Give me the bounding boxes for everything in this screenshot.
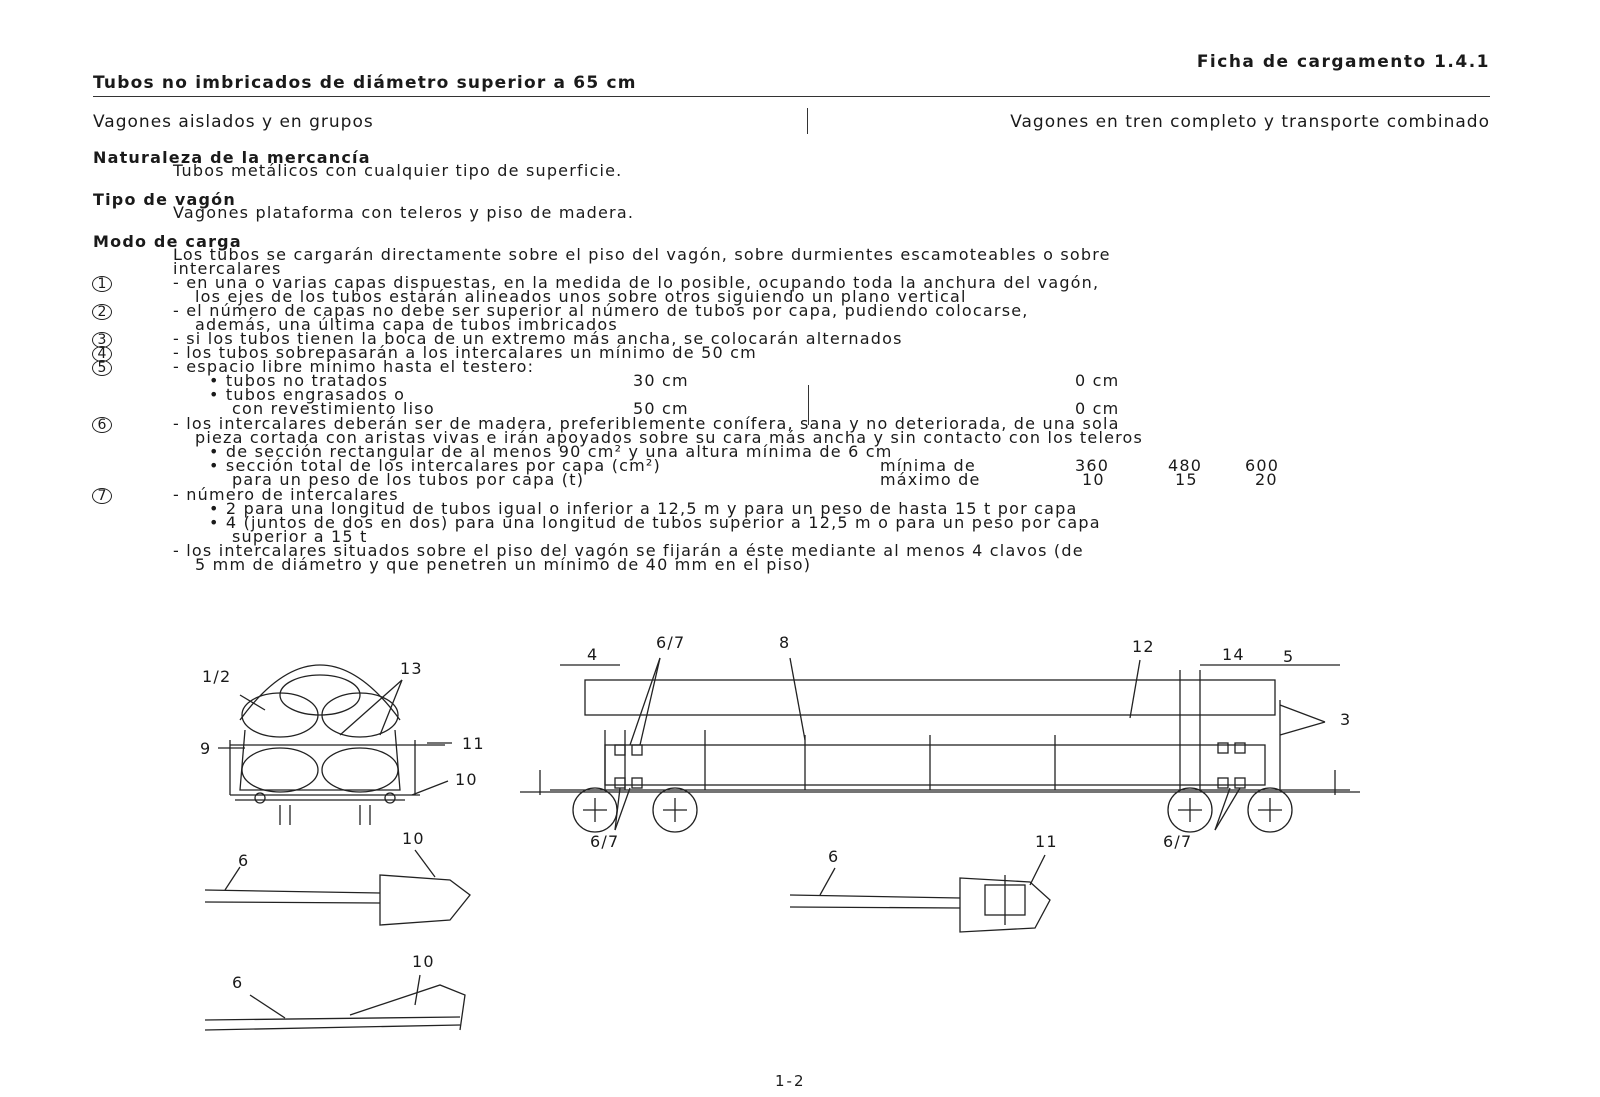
sheet-title: Ficha de cargamento 1.4.1 [1196, 52, 1490, 72]
section-title-modo: Modo de carga [93, 232, 242, 251]
item-6-max-label: máximo de [880, 470, 981, 489]
marker-3: 3 [92, 332, 112, 348]
header-rule [93, 96, 1490, 97]
item-6-min-v1: 360 [1075, 456, 1110, 475]
label-11-detail: 11 [1035, 832, 1058, 851]
label-6-detail-b: 6 [232, 973, 244, 992]
marker-4: 4 [92, 346, 112, 362]
item-6-bullet2: • sección total de los intercalares por capa (cm²) [209, 456, 661, 475]
section-title-tipo: Tipo de vagón [93, 190, 236, 209]
item-4: - los tubos sobrepasarán a los intercalares un mínimo de 50 cm [173, 343, 757, 362]
item-5-row3-right: 0 cm [1075, 399, 1120, 418]
item-7-bullet1: • 2 para una longitud de tubos igual o inferior a 12,5 m y para un peso de hasta 15 t por capa [209, 499, 1078, 518]
label-10-detail-a: 10 [402, 829, 425, 848]
item-5-row1-right: 0 cm [1075, 371, 1120, 390]
item-2-line2: además, una última capa de tubos imbricados [195, 315, 618, 334]
label-6-detail-c: 6 [828, 847, 840, 866]
section-title-naturaleza: Naturaleza de la mercancía [93, 148, 371, 167]
label-10-detail-b: 10 [412, 952, 435, 971]
item-8-line2: 5 mm de diámetro y que penetren un mínimo de 40 mm en el piso) [195, 555, 812, 574]
column-divider [807, 108, 808, 134]
item-2-line1: - el número de capas no debe ser superior al número de tubos por capa, pudiendo colocarse, [173, 301, 1029, 320]
label-6-7-bottom-left: 6/7 [590, 832, 620, 851]
item-5: - espacio libre mínimo hasta el testero: [173, 357, 535, 376]
item-5-row1-label: • tubos no tratados [209, 371, 389, 390]
label-6-detail-a: 6 [238, 851, 250, 870]
label-6-7-top: 6/7 [656, 633, 686, 652]
label-1-2: 1/2 [202, 667, 232, 686]
end-view-figure [190, 655, 490, 855]
modo-intro-line1: Los tubos se cargarán directamente sobre el piso del vagón, sobre durmientes escamoteables o sobre [173, 245, 1111, 264]
side-view-figure [520, 637, 1370, 855]
label-13: 13 [400, 659, 423, 678]
item-6-weight-line: para un peso de los tubos por capa (t) [232, 470, 585, 489]
label-3: 3 [1340, 710, 1352, 729]
item-5-row3-left: 50 cm [633, 399, 689, 418]
item-6-min-v2: 480 [1168, 456, 1203, 475]
marker-2: 2 [92, 304, 112, 320]
marker-5: 5 [92, 360, 112, 376]
item-1-line2: los ejes de los tubos estarán alineados unos sobre otros siguiendo un plano vertical [195, 287, 967, 306]
item-7: - número de intercalares [173, 485, 399, 504]
section-text-naturaleza: Tubos metálicos con cualquier tipo de superficie. [173, 161, 623, 180]
label-5: 5 [1283, 647, 1295, 666]
item-7-bullet2: • 4 (juntos de dos en dos) para una longitud de tubos superior a 12,5 m o para un peso por capa [209, 513, 1101, 532]
page-number: 1-2 [775, 1072, 806, 1090]
label-11: 11 [462, 734, 485, 753]
item-3: - si los tubos tienen la boca de un extremo más ancha, se colocarán alternados [173, 329, 903, 348]
detail-figure-right [790, 847, 1090, 970]
label-8: 8 [779, 633, 791, 652]
item-6-line2: pieza cortada con aristas vivas e irán apoyados sobre su cara más ancha y sin contacto con los teleros [195, 428, 1144, 447]
item-6-bullet1: • de sección rectangular de al menos 90 cm² y una altura mínima de 6 cm [209, 442, 893, 461]
column-left-heading: Vagones aislados y en grupos [93, 112, 374, 132]
detail-figures-left [200, 845, 500, 1045]
item-6-line1: - los intercalares deberán ser de madera, preferiblemente conífera, sana y no deteriorada, de una sola [173, 414, 1120, 433]
label-14: 14 [1222, 645, 1245, 664]
item-6-max-v2: 15 [1175, 470, 1198, 489]
item-6-max-v3: 20 [1255, 470, 1278, 489]
label-9: 9 [200, 739, 212, 758]
item-5-row2-label: • tubos engrasados o [209, 385, 406, 404]
marker-7: 7 [92, 488, 112, 504]
item-6-min-v3: 600 [1245, 456, 1280, 475]
label-4: 4 [587, 645, 599, 664]
label-12: 12 [1132, 637, 1155, 656]
marker-6: 6 [92, 417, 112, 433]
item-1-line1: - en una o varias capas dispuestas, en la medida de lo posible, ocupando toda la anchura del vagón, [173, 273, 1100, 292]
column-right-heading: Vagones en tren completo y transporte combinado [1010, 112, 1490, 132]
modo-intro-line2: intercalares [173, 259, 282, 278]
section-text-tipo: Vagones plataforma con teleros y piso de madera. [173, 203, 635, 222]
marker-1: 1 [92, 276, 112, 292]
item-7-bullet2-cont: superior a 15 t [232, 527, 368, 546]
item-5-row1-left: 30 cm [633, 371, 689, 390]
label-10: 10 [455, 770, 478, 789]
item-6-min-label: mínima de [880, 456, 976, 475]
item-5-row3-label: con revestimiento liso [232, 399, 435, 418]
item-6-max-v1: 10 [1082, 470, 1105, 489]
item-8-line1: - los intercalares situados sobre el piso del vagón se fijarán a éste mediante al menos 4 clavos (de [173, 541, 1084, 560]
main-title: Tubos no imbricados de diámetro superior a 65 cm [93, 73, 637, 93]
label-6-7-bottom-right: 6/7 [1163, 832, 1193, 851]
